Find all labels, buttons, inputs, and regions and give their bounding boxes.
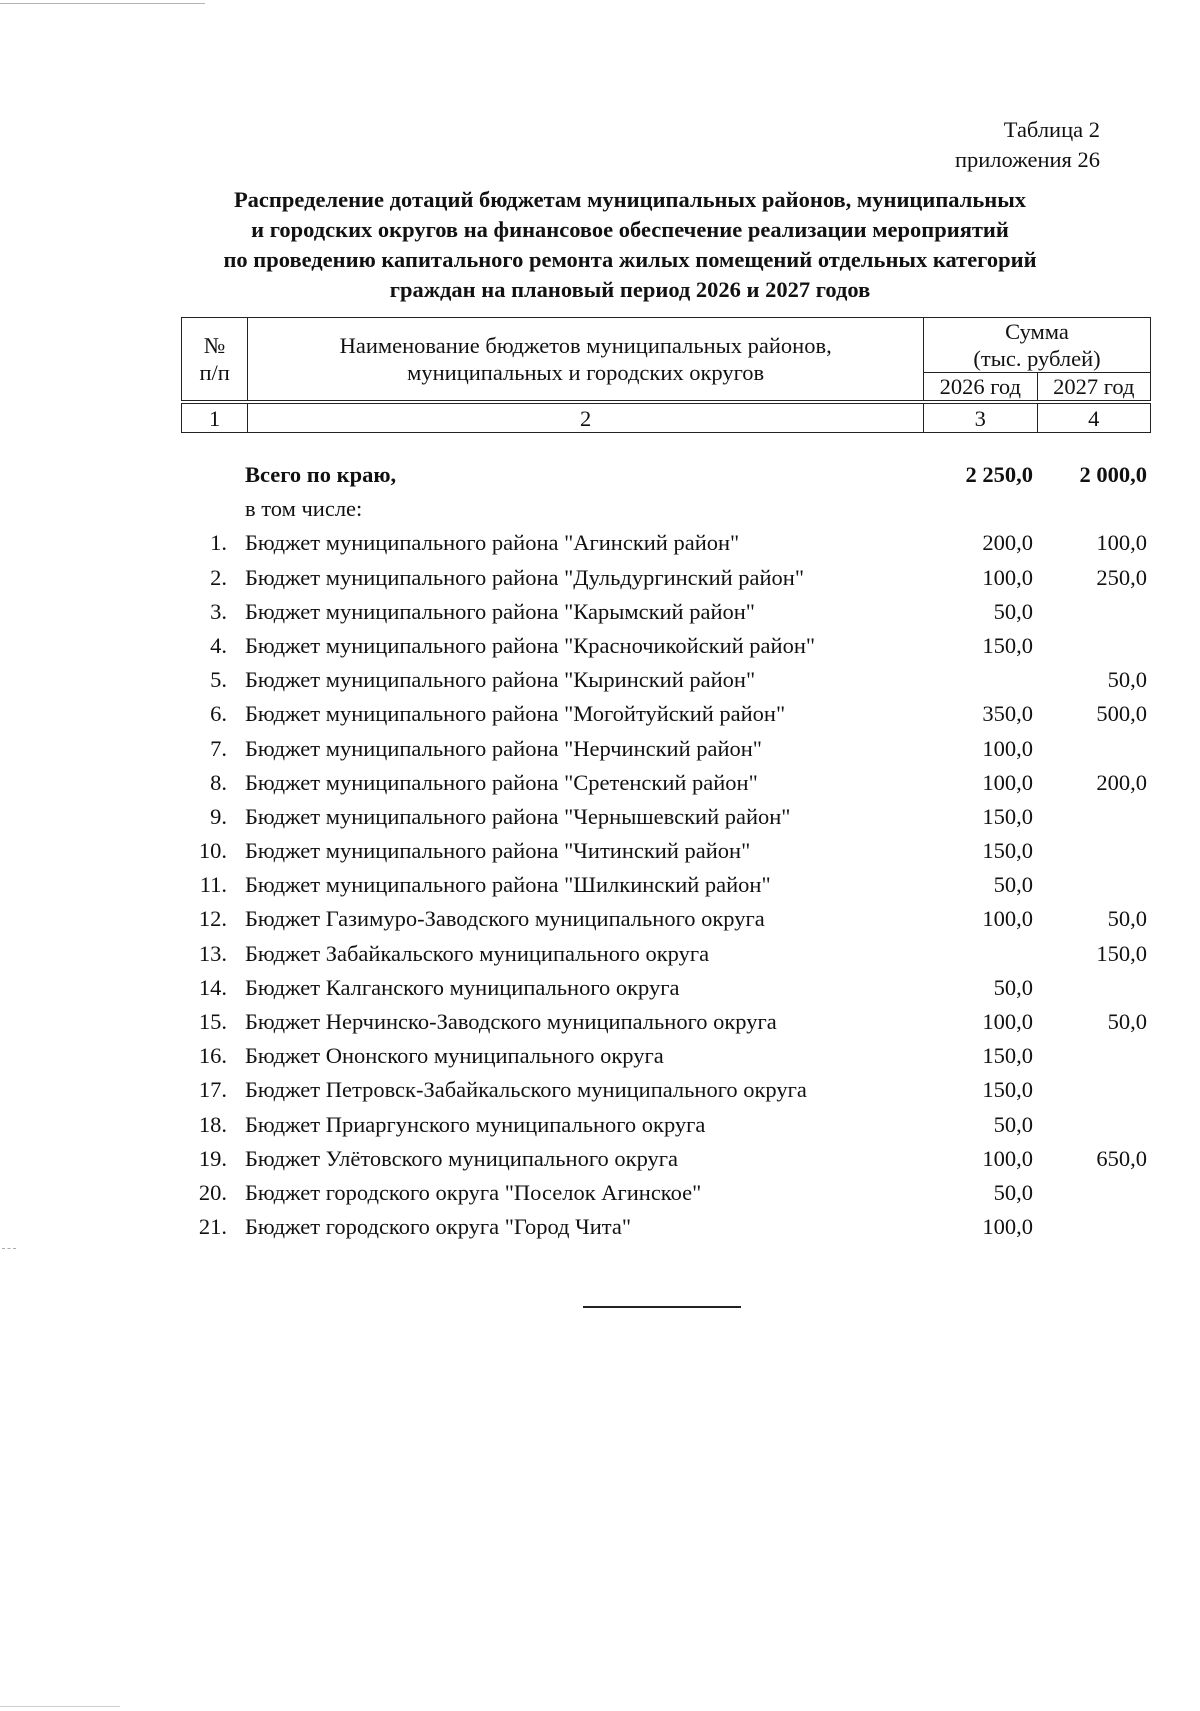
row-number: 8.	[210, 769, 227, 795]
row-name: Бюджет городского округа "Поселок Агинское"	[245, 1179, 702, 1205]
row-value-2027: 500,0	[1096, 701, 1147, 727]
row-value-2027: 150,0	[1096, 940, 1147, 966]
end-of-table-line	[583, 1306, 741, 1308]
table-row	[181, 1073, 1151, 1107]
header-text: п/п	[199, 360, 230, 385]
row-number: 21.	[198, 1214, 227, 1240]
scan-edge-line	[0, 3, 205, 4]
row-value-2026: 150,0	[982, 803, 1033, 829]
row-value-2026: 100,0	[982, 1214, 1033, 1240]
row-number: 5.	[210, 667, 227, 693]
row-name: Бюджет муниципального района "Шилкинский район"	[245, 872, 771, 898]
row-value-2027: 200,0	[1096, 769, 1147, 795]
row-value-2026: 50,0	[993, 1179, 1033, 1205]
row-value-2026: 100,0	[982, 564, 1033, 590]
row-value-2026: 50,0	[993, 872, 1033, 898]
total-label: Всего по краю,	[245, 462, 397, 487]
row-value-2026: 50,0	[993, 974, 1033, 1000]
table-row	[181, 937, 1151, 971]
table-row	[181, 834, 1151, 868]
header-text: муниципальных и городских округов	[407, 360, 765, 385]
row-name: Бюджет муниципального района "Могойтуйский район"	[245, 701, 786, 727]
row-name: Бюджет Ононского муниципального округа	[245, 1043, 664, 1069]
table-reference: Таблица 2	[1003, 117, 1100, 142]
row-number: 13.	[198, 940, 227, 966]
including-label: в том числе:	[245, 496, 363, 522]
row-value-2026: 100,0	[982, 1009, 1033, 1034]
table-row	[181, 561, 1151, 595]
header-text: Наименование бюджетов муниципальных районов,	[339, 333, 832, 358]
row-name: Бюджет Нерчинско-Заводского муниципального округа	[245, 1009, 777, 1034]
table-header	[181, 317, 1151, 433]
table-row	[181, 663, 1151, 697]
row-name: Бюджет муниципального района "Чернышевский район"	[245, 803, 791, 829]
table-row	[181, 1176, 1151, 1210]
table-row	[181, 766, 1151, 800]
row-value-2026: 150,0	[982, 632, 1033, 658]
table-row	[181, 1108, 1151, 1142]
row-value-2027: 250,0	[1096, 564, 1147, 590]
table-row	[181, 902, 1151, 936]
table-row	[181, 1210, 1151, 1244]
row-name: Бюджет Петровск-Забайкальского муниципального округа	[245, 1077, 807, 1103]
row-name: Бюджет Забайкальского муниципального округа	[245, 940, 710, 966]
row-name: Бюджет городского округа "Город Чита"	[245, 1214, 632, 1240]
row-name: Бюджет Приаргунского муниципального округа	[245, 1111, 706, 1137]
row-number: 17.	[198, 1077, 227, 1103]
row-value-2026: 150,0	[982, 1043, 1033, 1069]
row-name: Бюджет муниципального района "Дульдургинский район"	[245, 564, 805, 590]
table-body	[181, 458, 1151, 1244]
row-number: 11.	[199, 872, 227, 898]
header-text: (тыс. рублей)	[973, 346, 1101, 371]
row-number: 1.	[210, 530, 227, 556]
row-number: 20.	[198, 1179, 227, 1205]
row-number: 12.	[198, 906, 227, 932]
appendix-reference: приложения 26	[954, 147, 1100, 172]
row-value-2026: 50,0	[993, 1111, 1033, 1137]
scan-edge-mark	[2, 1248, 16, 1250]
row-value-2027: 50,0	[1107, 667, 1147, 693]
row-number: 9.	[210, 803, 227, 829]
table-row	[181, 868, 1151, 902]
row-name: Бюджет муниципального района "Читинский район"	[245, 838, 751, 864]
row-name: Бюджет муниципального района "Агинский район"	[245, 530, 740, 556]
column-sum-header	[924, 318, 1151, 373]
row-number: 7.	[210, 735, 227, 761]
row-value-2026: 100,0	[982, 1145, 1033, 1171]
row-name: Бюджет Калганского муниципального округа	[245, 974, 680, 1000]
including-row	[181, 492, 1151, 526]
row-number: 14.	[198, 974, 227, 1000]
row-name: Бюджет муниципального района "Кыринский район"	[245, 667, 756, 693]
row-number: 15.	[198, 1009, 227, 1034]
row-number: 2.	[210, 564, 227, 590]
table-row	[181, 697, 1151, 731]
row-number: 4.	[210, 632, 227, 658]
row-number: 10.	[198, 838, 227, 864]
row-name: Бюджет муниципального района "Карымский район"	[245, 598, 755, 624]
header-text: Сумма	[1005, 319, 1069, 344]
total-row	[181, 458, 1151, 492]
total-2026: 2 250,0	[965, 462, 1033, 487]
table-row	[181, 971, 1151, 1005]
row-value-2026: 100,0	[982, 906, 1033, 932]
column-index: 2	[248, 404, 924, 433]
row-number: 3.	[210, 598, 227, 624]
column-index: 4	[1037, 404, 1151, 433]
table-row	[181, 526, 1151, 560]
row-value-2026: 100,0	[982, 769, 1033, 795]
row-number: 19.	[198, 1145, 227, 1171]
row-value-2026: 200,0	[982, 530, 1033, 556]
row-name: Бюджет муниципального района "Сретенский район"	[245, 769, 758, 795]
row-number: 6.	[210, 701, 227, 727]
column-number-header	[182, 318, 248, 401]
row-value-2026: 50,0	[993, 598, 1033, 624]
table-row	[181, 1039, 1151, 1073]
title-line: и городских округов на финансовое обеспечение реализации мероприятий	[251, 217, 1009, 242]
table-row	[181, 732, 1151, 766]
row-value-2027: 50,0	[1107, 1009, 1147, 1034]
header-text: №	[203, 333, 226, 358]
row-value-2027: 100,0	[1096, 530, 1147, 556]
row-name: Бюджет Газимуро-Заводского муниципального округа	[245, 906, 765, 932]
scan-edge-line	[0, 1706, 120, 1707]
column-2027-header: 2027 год	[1037, 373, 1151, 401]
column-index: 1	[182, 404, 248, 433]
row-value-2026: 100,0	[982, 735, 1033, 761]
row-number: 18.	[198, 1111, 227, 1137]
column-2026-header: 2026 год	[924, 373, 1037, 401]
table-row	[181, 629, 1151, 663]
row-number: 16.	[198, 1043, 227, 1069]
document-title	[140, 185, 1120, 305]
row-name: Бюджет муниципального района "Красночикойский район"	[245, 632, 816, 658]
table-row	[181, 800, 1151, 834]
row-list	[181, 526, 1151, 1244]
row-value-2026: 350,0	[982, 701, 1033, 727]
column-name-header	[248, 318, 924, 401]
row-name: Бюджет Улётовского муниципального округа	[245, 1145, 678, 1171]
row-value-2027: 50,0	[1107, 906, 1147, 932]
total-2027: 2 000,0	[1079, 462, 1147, 487]
column-index: 3	[924, 404, 1037, 433]
table-row	[181, 595, 1151, 629]
table-row	[181, 1142, 1151, 1176]
row-value-2027: 650,0	[1096, 1145, 1147, 1171]
row-value-2026: 150,0	[982, 1077, 1033, 1103]
row-value-2026: 150,0	[982, 838, 1033, 864]
row-name: Бюджет муниципального района "Нерчинский район"	[245, 735, 762, 761]
table-row	[181, 1005, 1151, 1039]
title-line: по проведению капитального ремонта жилых помещений отдельных категорий	[223, 247, 1037, 272]
title-line: граждан на плановый период 2026 и 2027 годов	[389, 277, 871, 302]
title-line: Распределение дотаций бюджетам муниципальных районов, муниципальных	[233, 187, 1027, 212]
